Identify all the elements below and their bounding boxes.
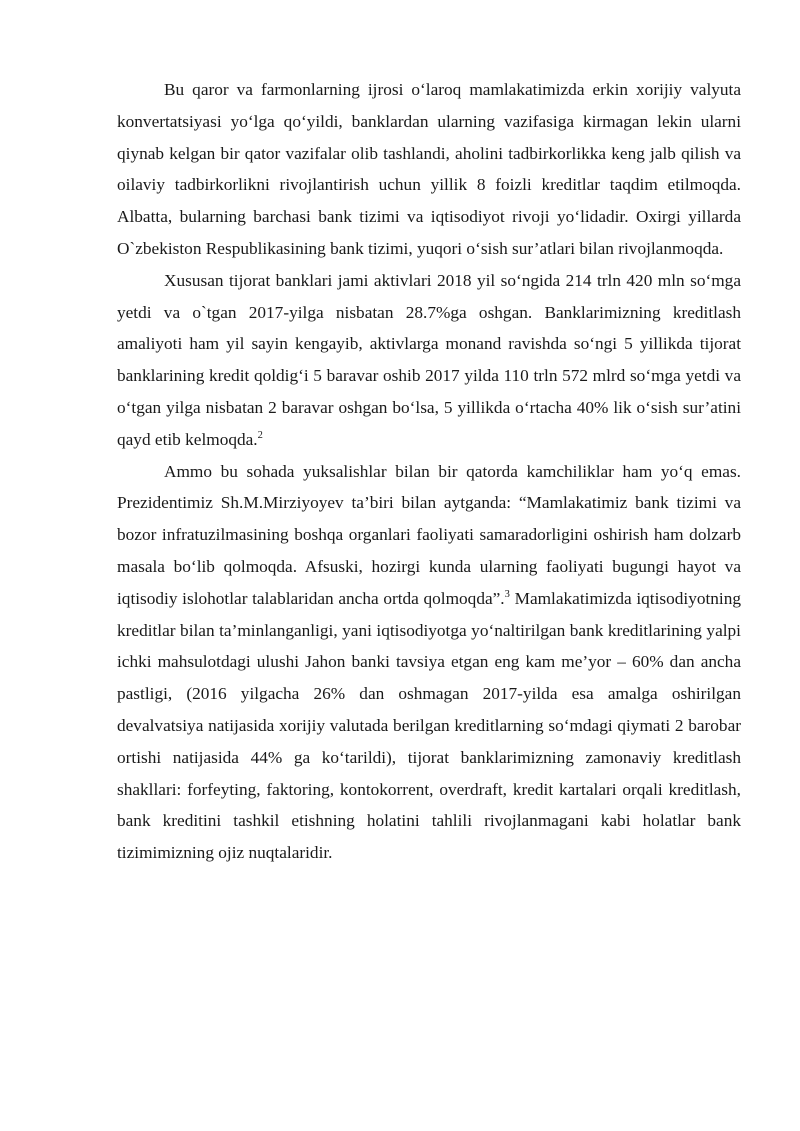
footnote-ref-2[interactable]: 2 xyxy=(257,430,263,441)
paragraph-1 xyxy=(117,74,741,265)
paragraph-3-continuation: Mamlakatimizda iqtisodiyotning kreditlar bilan ta’minlanganligi, yani iqtisodiyotga yoʻnaltirilgan bank kreditlarining yalpi ichki mahsulotdagi ulushi Jahon banki tavsiya etgan eng kam me’yor – 60% dan ancha pastligi, (2016 yilgacha 26% dan oshmagan 2017-yilda esa amalga oshirilgan devalvatsiya natijasida xorijiy valutada berilgan kreditlarning soʻmdagi qiymati 2 barobar ortishi natijasida 44% ga koʻtarildi), tijorat banklarimizning zamonaviy kreditlash shakllari: forfeyting, faktoring, kontokorrent, overdraft, kredit kartalari orqali kreditlash, bank kreditini tashkil etishning holatini tahlili rivojlanmagani kabi holatlar bank tizimimizning ojiz nuqtalaridir. xyxy=(117,588,742,863)
paragraph-1-text: Bu qaror va farmonlarning ijrosi oʻlaroq mamlakatimizda erkin xorijiy valyuta konvertatsiyasi yoʻlga qoʻyildi, banklardan ularning vazifasiga kirmagan lekin ularni qiynab kelgan bir qator vazifalar olib tashlandi, aholini tadbirkorlikka keng jalb qilish va oilaviy tadbirkorlikni rivojlantirish uchun yillik 8 foizli kreditlar taqdim etilmoqda. Albatta, bularning barchasi bank tizimi va iqtisodiyot rivoji yoʻlidadir. Oxirgi yillarda O`zbekiston Respublikasining bank tizimi, yuqori oʻsish sur’atlari bilan rivojlanmoqda. xyxy=(117,80,741,258)
document-page xyxy=(117,74,741,869)
paragraph-3 xyxy=(117,456,741,869)
paragraph-3-text: Ammo bu sohada yuksalishlar bilan bir qatorda kamchiliklar ham yoʻq emas. Prezidentimiz Sh.M.Mirziyoyev ta’biri bilan aytganda: “Mamlakatimiz bank tizimi va bozor infratuzilmasining boshqa organlari faoliyati samaradorligini oshirish ham dolzarb masala boʻlib qolmoqda. Afsuski, hozirgi kunda ularning faoliyati bugungi hayot va iqtisodiy islohotlar talablaridan ancha ortda qolmoqda”. xyxy=(117,461,741,608)
footnote-ref-3[interactable]: 3 xyxy=(504,588,510,600)
paragraph-2-text: Xususan tijorat banklari jami aktivlari 2018 yil soʻngida 214 trln 420 mln soʻmga yetdi va o`tgan 2017-yilga nisbatan 28.7%ga oshgan. Banklarimizning kreditlash amaliyoti ham yil sayin kengayib, aktivlarga monand ravishda soʻngi 5 yillikda tijorat banklarining kredit qoldigʻi 5 baravar oshib 2017 yilda 110 trln 572 mlrd soʻmga yetdi va oʻtgan yilga nisbatan 2 baravar oshgan boʻlsa, 5 yillikda oʻrtacha 40% lik oʻsish sur’atini qayd etib kelmoqda. xyxy=(117,270,741,449)
paragraph-2 xyxy=(117,265,741,456)
